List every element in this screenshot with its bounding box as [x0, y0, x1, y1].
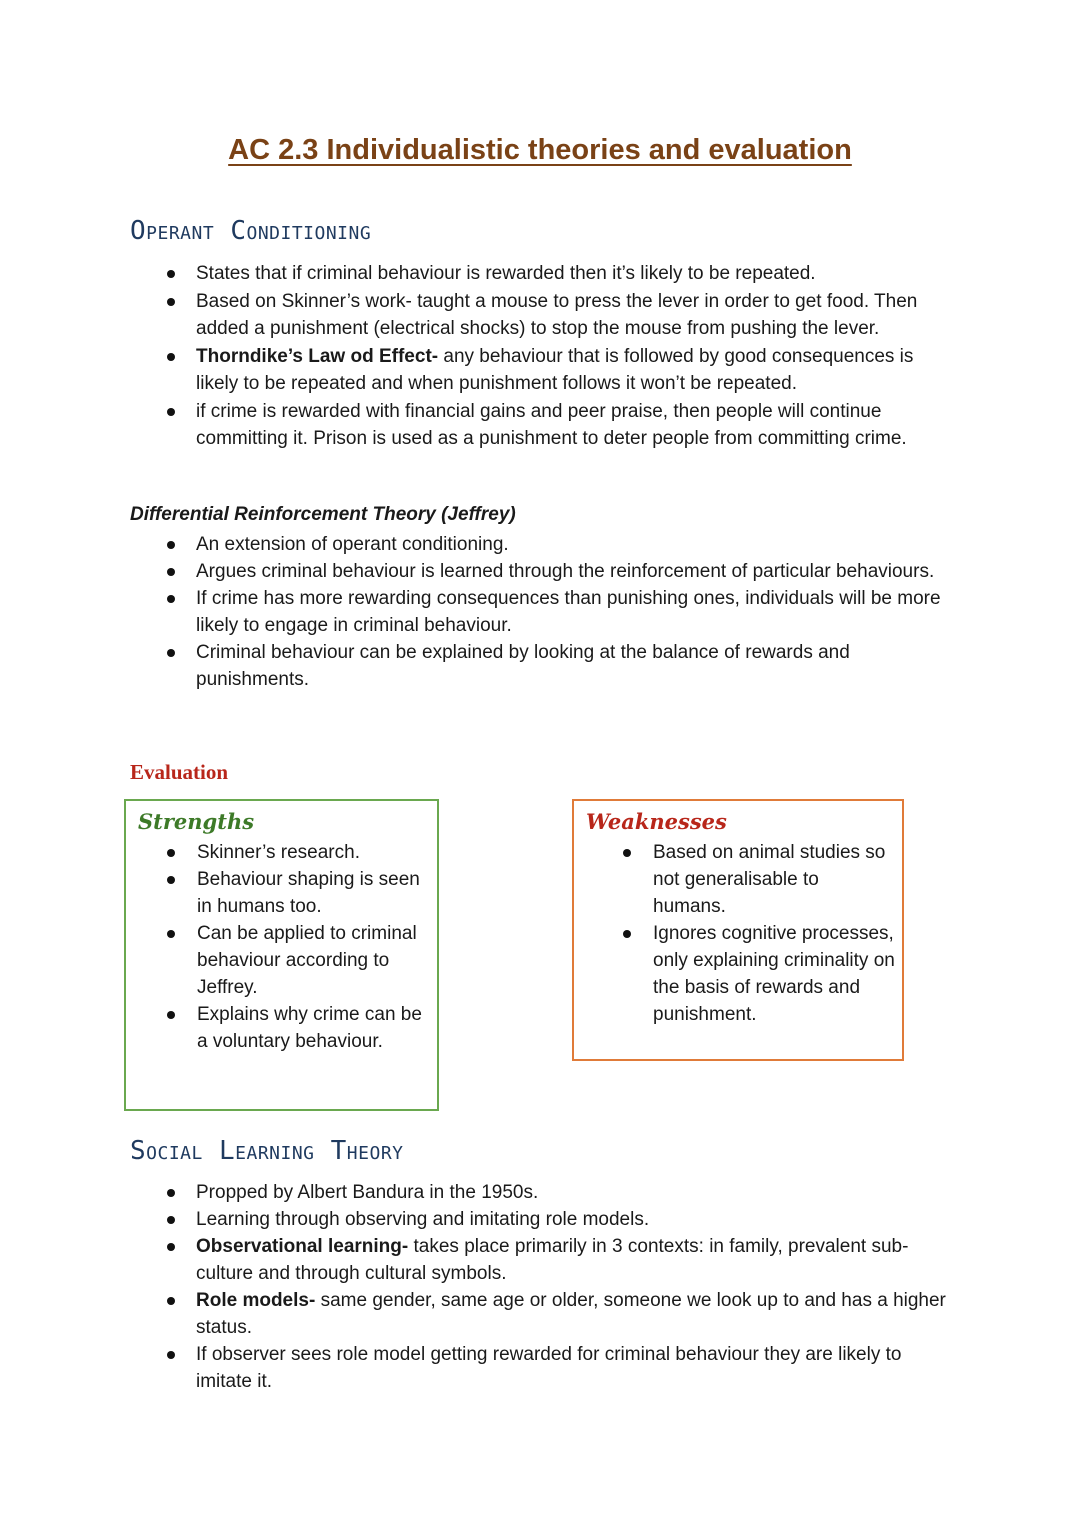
list-item: Behaviour shaping is seen in humans too. — [130, 866, 430, 920]
social-heading: Social Learning Theory — [130, 1136, 404, 1166]
list-item: Thorndike’s Law od Effect- any behaviour that is followed by good consequences is likely to be repeated and when punishment follows it won’t be repeated. — [130, 343, 950, 397]
list-item: Skinner’s research. — [130, 839, 430, 866]
list-item: Observational learning- takes place primarily in 3 contexts: in family, prevalent sub-culture and through cultural symbols. — [130, 1233, 960, 1287]
list-item: Based on Skinner’s work- taught a mouse to press the lever in order to get food. Then added a punishment (electrical shocks) to stop the mouse from pushing the lever. — [130, 288, 950, 342]
strengths-list — [130, 839, 430, 1055]
weaknesses-title: Weaknesses — [586, 809, 727, 834]
differential-heading: Differential Reinforcement Theory (Jeffrey) — [130, 504, 516, 525]
list-item: If crime has more rewarding consequences than punishing ones, individuals will be more likely to engage in criminal behaviour. — [130, 585, 950, 639]
evaluation-heading: Evaluation — [130, 760, 229, 784]
list-item: If observer sees role model getting rewarded for criminal behaviour they are likely to imitate it. — [130, 1341, 960, 1395]
list-item: Learning through observing and imitating role models. — [130, 1206, 960, 1233]
list-item: Ignores cognitive processes, only explaining criminality on the basis of rewards and punishment. — [586, 920, 896, 1028]
list-item: Explains why crime can be a voluntary behaviour. — [130, 1001, 430, 1055]
list-item: Propped by Albert Bandura in the 1950s. — [130, 1179, 960, 1206]
list-item: States that if criminal behaviour is rewarded then it’s likely to be repeated. — [130, 260, 950, 287]
list-item: Based on animal studies so not generalisable to humans. — [586, 839, 896, 920]
differential-list — [130, 531, 950, 693]
social-list — [130, 1179, 960, 1395]
list-item: if crime is rewarded with financial gains and peer praise, then people will continue committing it. Prison is used as a punishment to deter people from committing crime. — [130, 398, 950, 452]
page-title: AC 2.3 Individualistic theories and evaluation — [228, 134, 852, 166]
list-item: Argues criminal behaviour is learned through the reinforcement of particular behaviours. — [130, 558, 950, 585]
list-item: Can be applied to criminal behaviour according to Jeffrey. — [130, 920, 430, 1001]
list-item: Criminal behaviour can be explained by looking at the balance of rewards and punishments. — [130, 639, 950, 693]
weaknesses-list — [586, 839, 896, 1028]
strengths-title: Strengths — [138, 809, 255, 834]
operant-list — [130, 260, 950, 453]
list-item: An extension of operant conditioning. — [130, 531, 950, 558]
weaknesses-box — [572, 799, 904, 1061]
strengths-box — [124, 799, 439, 1111]
list-item: Role models- same gender, same age or older, someone we look up to and has a higher status. — [130, 1287, 960, 1341]
operant-heading: Operant Conditioning — [130, 216, 372, 246]
